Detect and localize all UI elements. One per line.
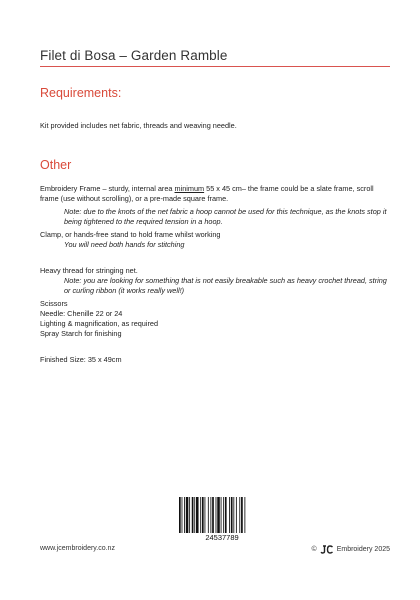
requirements-heading: Requirements: [40,86,122,100]
finished-size: Finished Size: 35 x 49cm [40,355,122,364]
frame-text-minimum: minimum [174,184,205,193]
thread-note: Note: you are looking for something that is not easily breakable such as heavy crochet thread, string or curling ribbon (it works really well!) [64,276,387,295]
clamp-note: You will need both hands for stitching [64,240,185,249]
thread-text: Heavy thread for stringing net. [40,266,138,275]
frame-text [40,184,390,204]
requirements-text: Kit provided includes net fabric, threads and weaving needle. [40,121,237,130]
item-lighting: Lighting & magnification, as required [40,319,159,328]
frame-note: Note: due to the knots of the net fabric a hoop cannot be used for this technique, as the knots stop it being tightened to the required tension in a hoop. [64,207,387,226]
footer-website: www.jcembroidery.co.nz [40,545,115,552]
jc-logo-icon [320,545,334,554]
barcode-image [178,497,266,533]
barcode-number: 24537789 [205,533,239,542]
page-title: Filet di Bosa – Garden Ramble [40,48,228,63]
frame-text-a: Embroidery Frame – sturdy, internal area [40,184,175,193]
clamp-text: Clamp, or hands-free stand to hold frame whilst working [40,230,221,239]
item-spray-starch: Spray Starch for finishing [40,329,122,338]
item-scissors: Scissors [40,299,68,308]
copyright-symbol: © [311,546,317,553]
footer-copyright [312,545,390,554]
frame-text-b: 55 x 45 cm– the frame could be a slate frame, scroll frame (use without scrolling), or a pre-made square frame. [40,184,374,203]
title-divider [40,66,390,67]
other-heading: Other [40,158,72,172]
item-needle: Needle: Chenille 22 or 24 [40,309,123,318]
copyright-text: Embroidery 2025 [336,546,390,553]
